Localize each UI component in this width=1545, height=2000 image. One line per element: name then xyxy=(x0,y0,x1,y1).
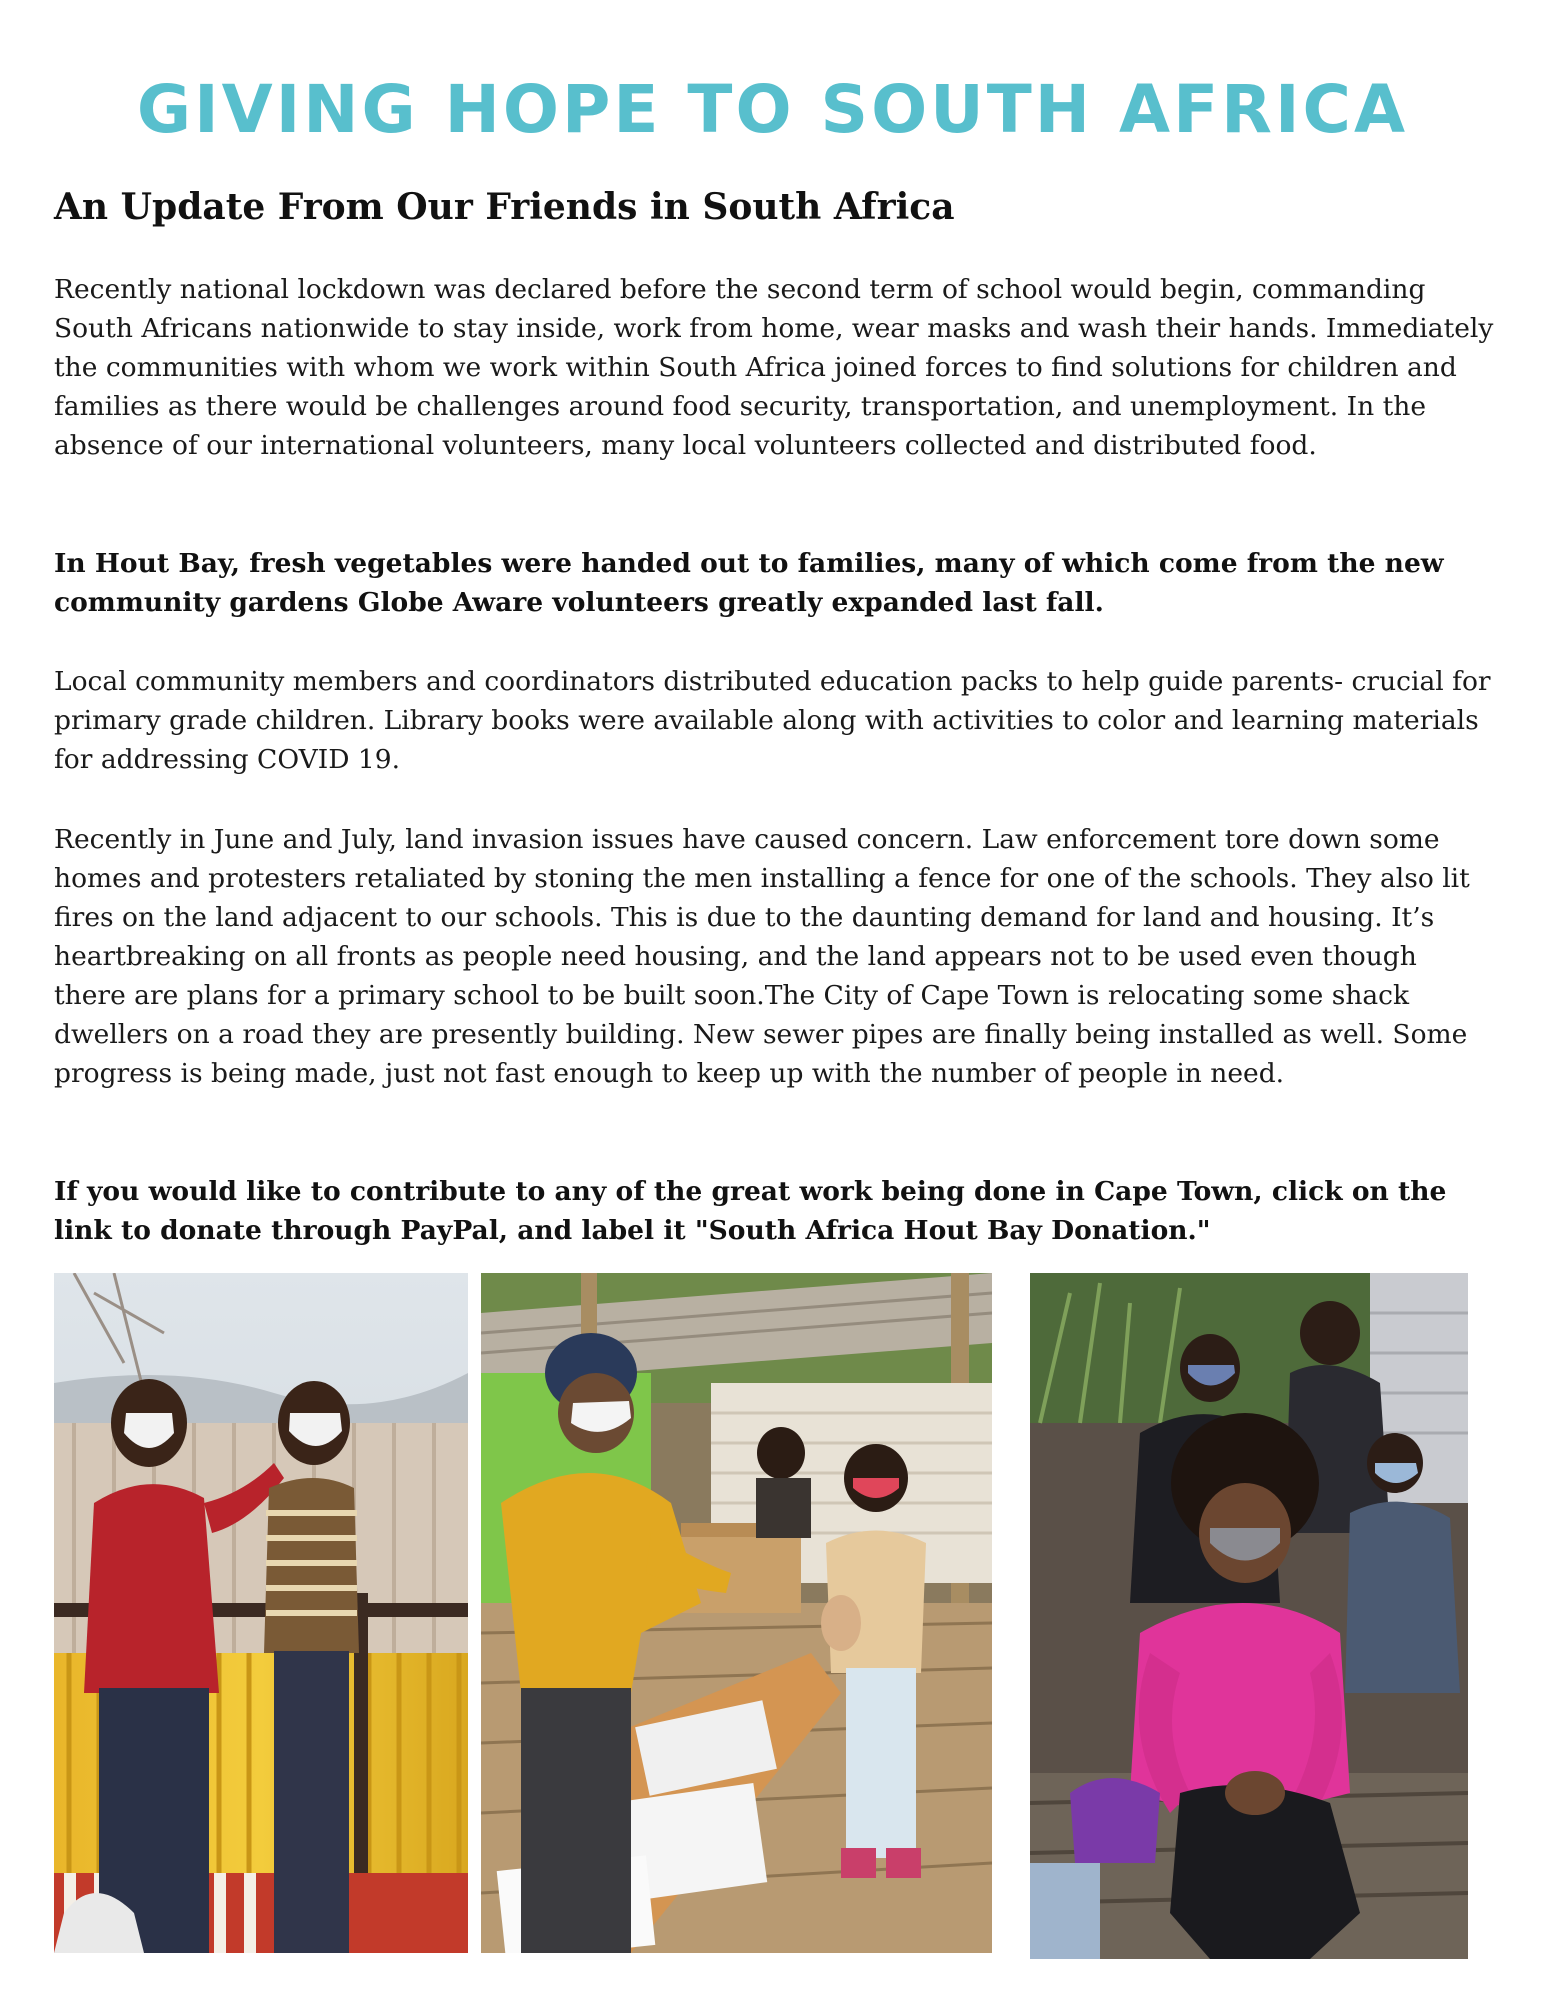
paragraph-education-packs: Local community members and coordinators distributed education packs to help guide parents- crucial for primary grade children. Library books were available along with activities to color and learning materials for addressing COVID 19. xyxy=(54,666,1491,775)
page-title: GIVING HOPE TO SOUTH AFRICA xyxy=(136,71,1409,148)
paragraph-lockdown: Recently national lockdown was declared before the second term of school would begin, commanding South Africans nationwide to stay inside, work from home, wear masks and wash their hands. Immediately the communities with whom we work within South Africa joined forces to find solutions for children and families as there would be challenges around food security, transportation, and unemployment. In the absence of our international volunteers, many local volunteers collected and distributed food. xyxy=(54,274,1494,461)
paragraph-hout-bay: In Hout Bay, fresh vegetables were handed out to families, many of which come from the new community gardens Globe Aware volunteers greatly expanded last fall. xyxy=(54,548,1444,618)
photo-girl-seated xyxy=(1030,1273,1468,1959)
photo-children-masks-image xyxy=(54,1273,468,1953)
article-subtitle: An Update From Our Friends in South Africa xyxy=(54,186,955,228)
photo-girl-seated-image xyxy=(1030,1273,1468,1959)
paragraph-land-invasion: Recently in June and July, land invasion issues have caused concern. Law enforcement tore down some homes and protesters retaliated by stoning the men installing a fence for one of the schools. They also lit fires on the land adjacent to our schools. This is due to the daunting demand for land and housing. It’s heartbreaking on all fronts as people need housing, and the land appears not to be used even though there are plans for a primary school to be built soon.The City of Cape Town is relocating some shack dwellers on a road they are presently building. New sewer pipes are finally being installed as well. Some progress is being made, just not fast enough to keep up with the number of people in need. xyxy=(54,824,1470,1089)
paragraph-donation-call: If you would like to contribute to any of the great work being done in Cape Town, click on the link to donate through PayPal, and label it "South Africa Hout Bay Donation." xyxy=(54,1176,1447,1246)
photo-volunteer-distribution-image xyxy=(481,1273,992,1953)
photo-children-masks xyxy=(54,1273,468,1953)
photo-volunteer-distribution xyxy=(481,1273,992,1953)
